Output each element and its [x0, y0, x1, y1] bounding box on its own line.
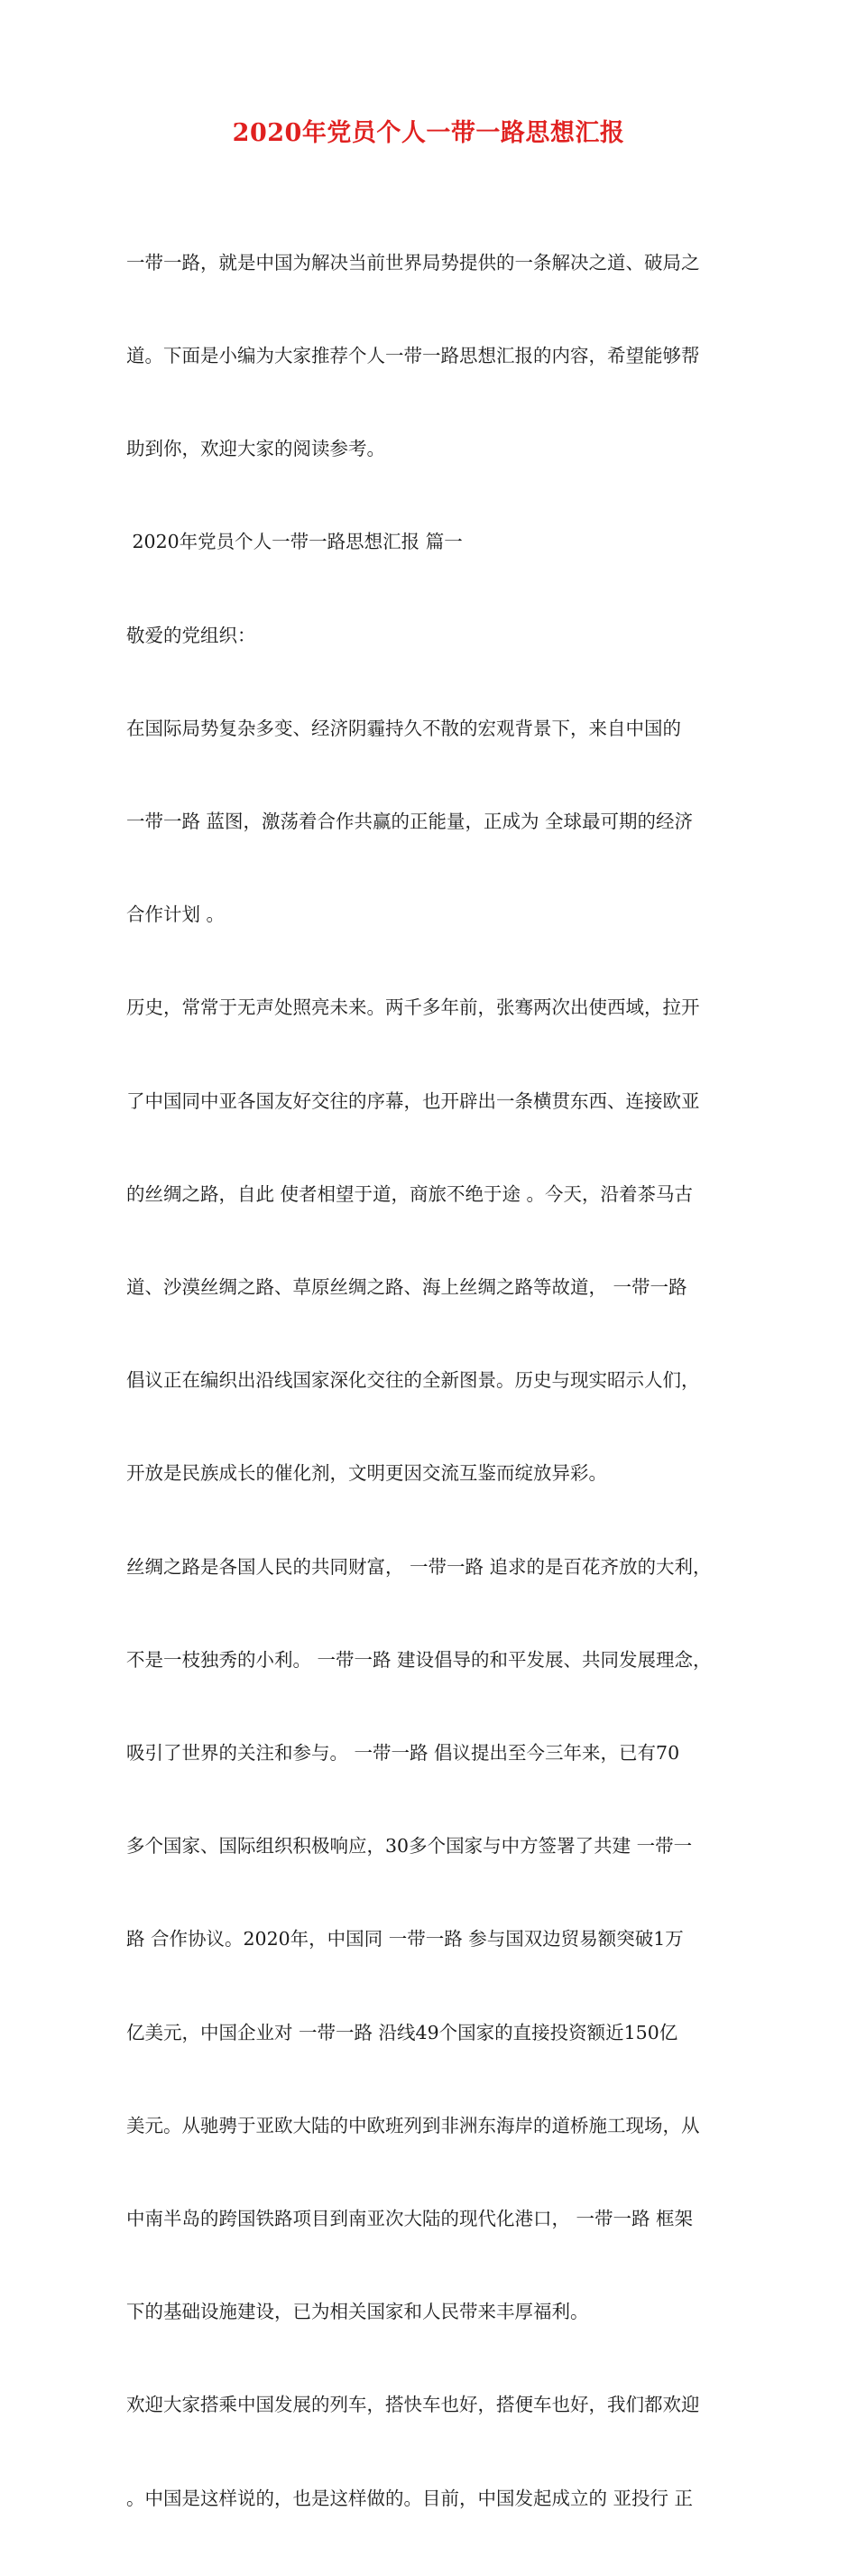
section-heading: 2020年党员个人一带一路思想汇报 篇一: [126, 531, 463, 553]
body-line: 美元。从驰骋于亚欧大陆的中欧班列到非洲东海岸的道桥施工现场，从: [126, 2114, 700, 2136]
body-line: 丝绸之路是各国人民的共同财富， 一带一路 追求的是百花齐放的大利，: [126, 1555, 712, 1578]
body-line: 中南半岛的跨国铁路项目到南亚次大陆的现代化港口， 一带一路 框架: [126, 2208, 694, 2230]
body-line: 路 合作协议。2020年，中国同 一带一路 参与国双边贸易额突破1万: [126, 1928, 684, 1951]
body-line: 合作计划 。: [126, 903, 226, 926]
body-line: 多个国家、国际组织积极响应，30多个国家与中方签署了共建 一带一: [126, 1835, 693, 1858]
body-line: 了中国同中亚各国友好交往的序幕，也开辟出一条横贯东西、连接欧亚: [126, 1089, 700, 1112]
body-line: 的丝绸之路，自此 使者相望于道，商旅不绝于途 。今天，沿着茶马古: [126, 1182, 694, 1205]
body-line: 不是一枝独秀的小利。 一带一路 建设倡导的和平发展、共同发展理念，: [126, 1648, 712, 1671]
body-line: 欢迎大家搭乘中国发展的列车，搭快车也好，搭便车也好，我们都欢迎: [126, 2394, 700, 2416]
body-line: 一带一路，就是中国为解决当前世界局势提供的一条解决之道、破局之: [126, 251, 700, 273]
body-line: 助到你，欢迎大家的阅读参考。: [126, 438, 385, 460]
body-line: 亿美元，中国企业对 一带一路 沿线49个国家的直接投资额近150亿: [126, 2021, 678, 2043]
body-line: 道、沙漠丝绸之路、草原丝绸之路、海上丝绸之路等故道， 一带一路: [126, 1276, 687, 1299]
body-line: 在国际局势复杂多变、经济阴霾持久不散的宏观背景下，来自中国的: [126, 717, 681, 739]
body-line: 开放是民族成长的催化剂，文明更因交流互鉴而绽放异彩。: [126, 1462, 607, 1485]
document-body: [126, 185, 740, 2576]
body-line: 吸引了世界的关注和参与。 一带一路 倡议提出至今三年来，已有70: [126, 1742, 680, 1765]
body-line: 道。下面是小编为大家推荐个人一带一路思想汇报的内容，希望能够帮: [126, 345, 700, 367]
body-line: 一带一路 蓝图，激荡着合作共赢的正能量，正成为 全球最可期的经济: [126, 811, 694, 833]
body-line: 倡议正在编织出沿线国家深化交往的全新图景。历史与现实昭示人们，: [126, 1369, 700, 1392]
body-line: 下的基础设施建设，已为相关国家和人民带来丰厚福利。: [126, 2301, 589, 2323]
salutation: 敬爱的党组织：: [126, 624, 256, 646]
body-line: 。中国是这样说的，也是这样做的。目前，中国发起成立的 亚投行 正: [126, 2487, 694, 2509]
document-title: 2020年党员个人一带一路思想汇报: [232, 119, 625, 147]
body-line: 历史，常常于无声处照亮未来。两千多年前，张骞两次出使西域，拉开: [126, 996, 700, 1019]
